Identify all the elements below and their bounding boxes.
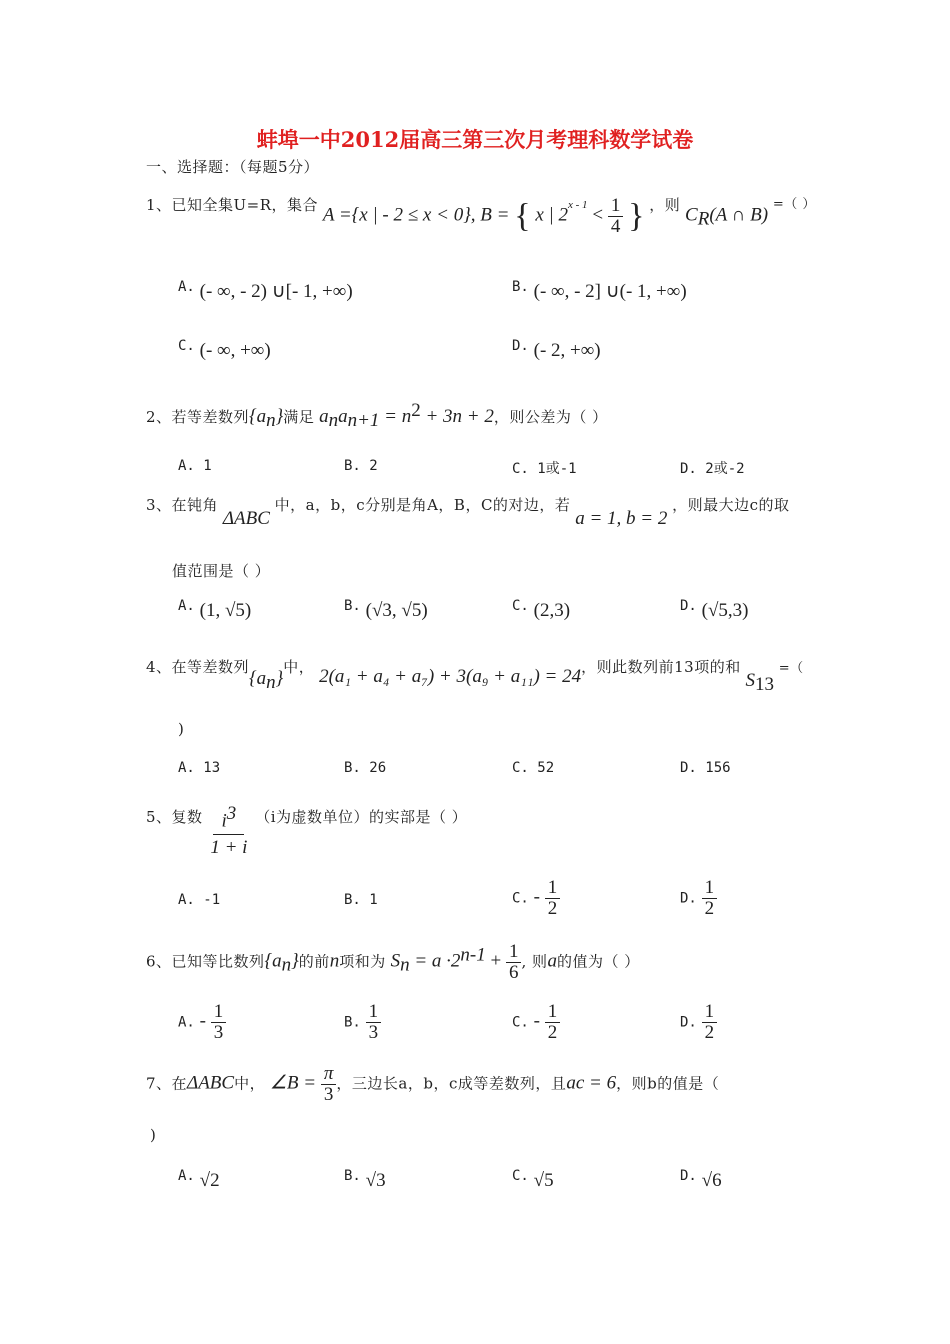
q4-option-c: C. 52: [512, 760, 555, 776]
q6-option-c: C. - $\frac{1}{2}$: [512, 1002, 560, 1043]
q1-mid: ，则: [649, 196, 681, 215]
q7-option-c: C. √5: [512, 1168, 554, 1191]
q1-setA: A ={x | - 2 ≤ x < 0}, B =: [322, 204, 510, 226]
q2-option-d: D. 2或-2: [680, 461, 745, 477]
q4-option-d: D. 156: [680, 760, 731, 776]
question-2: 2、若等差数列$\{a_n\}$满足 $a_na_{n+1} = n^2 + 3n + 2$，则公差为（ ）: [146, 400, 608, 431]
q1-setB: x | 2: [535, 204, 569, 226]
q3-option-c: C. (2,3): [512, 598, 571, 621]
question-3: 3、在钝角 ΔABC 中，a，b，c分别是角A，B，C的对边，若 a = 1, b = 2 ，则最大边c的取: [146, 496, 790, 529]
q5-option-a: A. -1: [178, 892, 221, 908]
q7-line2: ): [150, 1126, 157, 1144]
q1-brace-close: }: [628, 197, 645, 235]
question-6: 6、已知等比数列$\{a_n\}$的前n项和为 $S_n = a \cdot 2^{n-1}$ + $\frac{1}{6}$ , 则a的值为（ ）: [146, 941, 640, 983]
q3-line2: 值范围是（ ）: [172, 562, 271, 580]
q4-option-a: A. 13: [178, 760, 221, 776]
q1-end: =（ ）: [772, 197, 816, 213]
question-5: 5、复数 $\frac{i^3}{1 + i}$ （i为虚数单位）的实部是（ ）: [146, 803, 468, 859]
q1-expr-tail: (A ∩ B): [709, 204, 769, 226]
q1-expr-sub: R: [697, 208, 710, 230]
q3-option-b: B. (√3, √5): [344, 598, 428, 621]
q5-fraction: $\frac{i^3}{1 + i}$: [210, 803, 248, 859]
q1-frac-num: 1: [608, 196, 624, 217]
section-heading: 一、选择题：（每题5分）: [146, 158, 320, 176]
q1-fraction: [608, 196, 624, 237]
q1-setB-exp: x - 1: [568, 199, 588, 212]
q1-frac-den: 4: [610, 215, 621, 237]
q1-lt: <: [592, 204, 604, 226]
q3-option-d: D. (√5,3): [680, 598, 749, 621]
q3-option-a: A. (1, √5): [178, 598, 252, 621]
q1-option-a: A. (- ∞, - 2) ∪[- 1, +∞): [178, 279, 353, 302]
q6-option-a: A. - $\frac{1}{3}$: [178, 1002, 226, 1043]
q1-option-b: B. (- ∞, - 2] ∪(- 1, +∞): [512, 279, 687, 302]
q6-option-d: D. $\frac{1}{2}$: [680, 1002, 717, 1043]
q5-option-c: C. - $\frac{1}{2}$: [512, 878, 560, 919]
q7-option-b: B. √3: [344, 1168, 386, 1191]
question-1: [146, 196, 816, 237]
q1-brace-open: {: [514, 197, 531, 235]
q2-option-c: C. 1或-1: [512, 461, 577, 477]
q1-expr: C: [685, 204, 698, 226]
q4-option-b: B. 26: [344, 760, 387, 776]
q5-option-b: B. 1: [344, 892, 378, 908]
q7-option-a: A. √2: [178, 1168, 220, 1191]
q4-line2: ): [178, 720, 185, 738]
question-7: 7、在ΔABC中， ∠B = $\frac{\pi}{3}$ ，三边长a，b，c成等差数列，且ac = 6，则b的值是（: [146, 1063, 720, 1105]
q7-option-d: D. √6: [680, 1168, 722, 1191]
q1-prefix: 1、已知全集U=R，集合: [146, 196, 319, 215]
q1-option-c: C. (- ∞, +∞): [178, 338, 271, 361]
page-title: 蚌埠一中2012届高三第三次月考理科数学试卷: [256, 127, 694, 152]
question-4: 4、在等差数列$\{a_n\}$中， 2(a₁ + a₄ + a₇) + 3(a₉ + a₁₁) = 24，则此数列前13项的和 $S_{13}$ =（: [146, 658, 804, 695]
q2-option-b: B. 2: [344, 458, 378, 474]
q5-option-d: D. $\frac{1}{2}$: [680, 878, 717, 919]
q6-option-b: B. $\frac{1}{3}$: [344, 1002, 381, 1043]
q1-option-d: D. (- 2, +∞): [512, 338, 601, 361]
q2-option-a: A. 1: [178, 458, 212, 474]
